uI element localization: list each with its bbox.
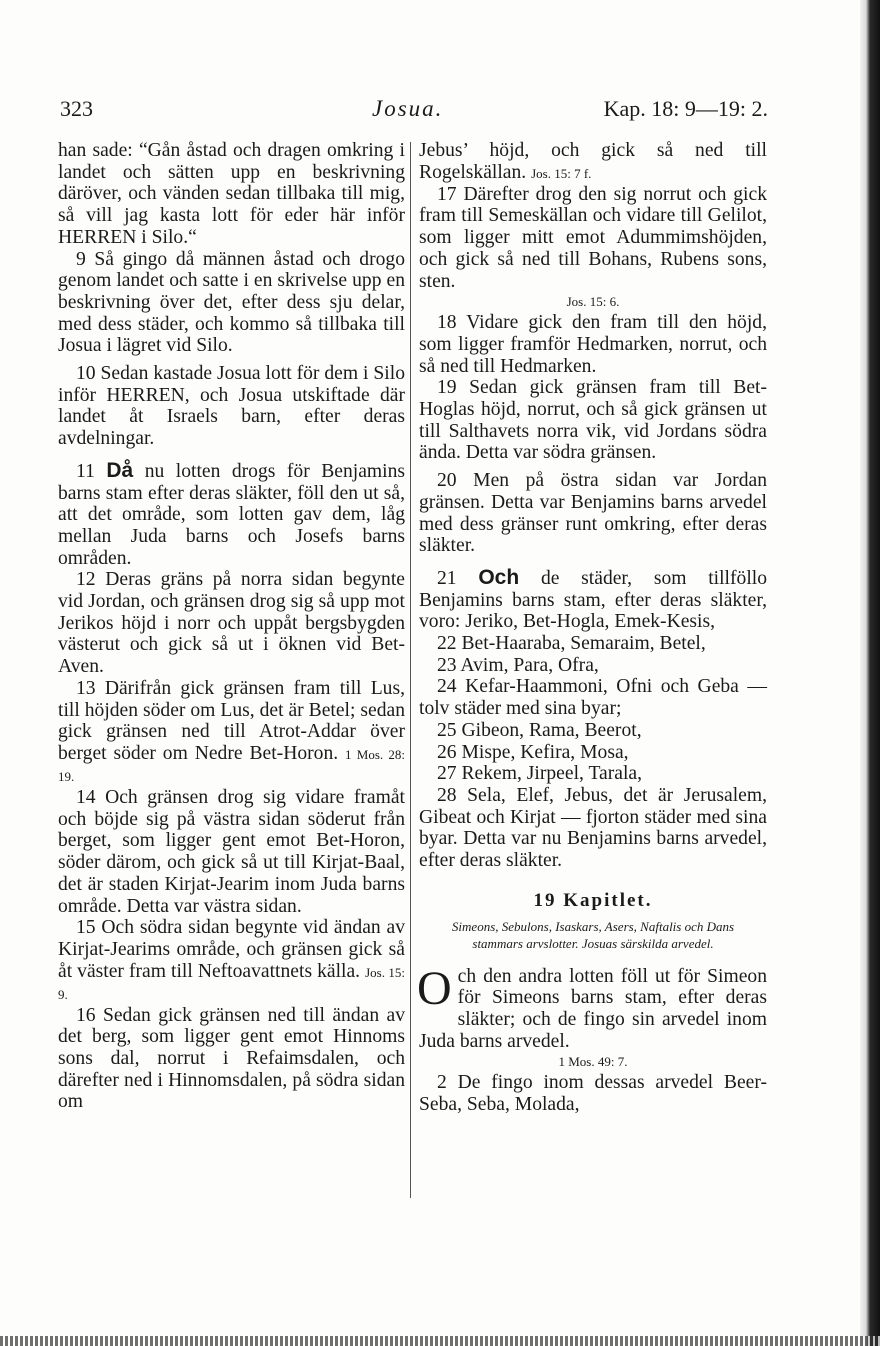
verse-13 — [58, 678, 405, 787]
verse-22: 22 Bet-Haaraba, Semaraim, Betel, — [437, 633, 706, 655]
cross-reference: 1 Mos. 28: 19. — [58, 746, 405, 784]
cross-reference: Jos. 15: 7 f. — [531, 165, 592, 181]
verse-10: 10 Sedan kastade Josua lott för dem i Silo inför HERREN, och Josua utskiftade där landet åt Israels barn, efter deras avdelningar. — [58, 363, 405, 450]
verse-25: 25 Gibeon, Rama, Beerot, — [437, 719, 642, 741]
chapter-19-verse-1 — [417, 961, 767, 1053]
verse-27: 27 Rekem, Jirpeel, Tarala, — [437, 763, 643, 785]
chapter-heading: 19 Kapitlet. — [533, 889, 653, 911]
verse-15-text: 15 Och södra sidan begynte vid ändan av Kirjat-Jearims område, och gränsen gick så åt väster fram till Neftoavattnets källa. — [58, 917, 405, 982]
verse-28: 28 Sela, Elef, Jebus, det är Jerusalem, Gibeat och Kirjat — fjorton städer med sina byar. Detta var nu Benjamins barns arvedel, efter deras släkter. — [419, 784, 767, 872]
verse-16: 16 Sedan gick gränsen ned till ändan av det berg, som ligger gent emot Hinnoms sons dal, norrut i Refaimsdalen, och därefter ned i Hinnomsdalen, på södra sidan om — [58, 1004, 405, 1113]
left-column — [58, 140, 405, 1113]
verse-text: han sade: “Gån åstad och dragen omkring i landet och sätten upp en beskrivning däröver, och vänden sedan tillbaka till mig, så vill jag kasta lott för eder här inför HERREN i Silo.“ — [58, 140, 405, 248]
verse-17: 17 Därefter drog den sig norrut och gick fram till Semeskällan och vidare till Gelilot, som ligger mitt emot Adummimshöjden, och gick så ned till Bohans, Rubens sons, sten. — [419, 183, 767, 292]
verse-13-text: 13 Därifrån gick gränsen fram till Lus, till höjden söder om Lus, det är Betel; sedan gick gränsen ned till Atrot-Addar över berget söder om Nedre Bet-Horon. — [58, 677, 405, 764]
book-title: Josua. — [372, 96, 444, 121]
verse-16-continuation: Jebus’ höjd, och gick så ned till Rogelskällan. — [419, 140, 767, 183]
cross-reference: 1 Mos. 49: 7. — [558, 1054, 628, 1070]
drop-cap: O — [417, 961, 452, 1015]
verse-12: 12 Deras gräns på norra sidan begynte vid Jordan, och gränsen drog sig så upp mot Jerikos höjd i norr och uppåt bergsbygden västerut och gick så ut i öknen vid Bet-Aven. — [58, 569, 405, 678]
verse-21-initial: Och — [478, 565, 520, 589]
verse-26: 26 Mispe, Kefira, Mosa, — [437, 741, 629, 763]
verse-9: 9 Så gingo då männen åstad och drogo genom landet och satte i en skrivelse upp en beskrivning över det, efter dess sju delar, med dess städer, och kommo så tillbaka till Josua i lägret vid Silo. — [58, 248, 405, 357]
scan-edge-right — [860, 0, 880, 1346]
verse-text — [419, 140, 767, 184]
page-header — [60, 96, 768, 130]
verse-11-number: 11 — [76, 460, 95, 482]
page-number: 323 — [60, 96, 93, 121]
verse-21-number: 21 — [437, 567, 457, 589]
verse-23: 23 Avim, Para, Ofra, — [437, 654, 599, 676]
chapter-reference: Kap. 18: 9—19: 2. — [603, 96, 768, 121]
verse-19: 19 Sedan gick gränsen fram till Bet-Hoglas höjd, norrut, och så gick gränsen ut till Salthavets norra vik, vid Jordans södra ända. Detta var södra gränsen. — [419, 377, 767, 464]
chapter-19-verse-2: 2 De fingo inom dessas arvedel Beer-Seba, Seba, Molada, — [419, 1072, 767, 1116]
verse-11-initial: Då — [106, 458, 134, 482]
scan-edge-bottom — [0, 1336, 880, 1346]
verse-24: 24 Kefar-Haammoni, Ofni och Geba — tolv städer med sina byar; — [419, 676, 767, 720]
verse-1-text: ch den andra lotten föll ut för Simeon för Simeons barns stam, efter deras släkter; och de fingo sin arvedel inom Juda barns arvedel. — [419, 965, 767, 1052]
verse-21 — [419, 567, 767, 633]
verse-21-text: de städer, som tillföllo Benjamins barns stam, efter deras släkter, voro: Jeriko, Bet-Hogla, Emek-Kesis, — [419, 567, 767, 633]
chapter-summary: Simeons, Sebulons, Isaskars, Asers, Naftalis och Dans stammars arvslotter. Josuas särskilda arvedel. — [451, 918, 735, 951]
cross-reference: Jos. 15: 9. — [58, 964, 405, 1002]
verse-14: 14 Och gränsen drog sig vidare framåt och böjde sig på västra sidan söderut från berget, som ligger gent emot Bet-Horon, söder därom, och gick så ut till Kirjat-Baal, det är staden Kirjat-Jearim inom Juda barns område. Detta var västra sidan. — [58, 786, 405, 917]
verse-11 — [58, 460, 405, 570]
right-column — [419, 140, 767, 1116]
column-divider — [410, 142, 411, 1198]
verse-18: 18 Vidare gick den fram till den höjd, som ligger framför Hedmarken, norrut, och så ned till Hedmarken. — [419, 312, 767, 377]
verse-11-text: nu lotten drogs för Benjamins barns stam efter deras släkter, föll den ut så, att det område, som lotten gav dem, låg mellan Juda barns och Josefs barns områden. — [58, 460, 406, 569]
verse-20: 20 Men på östra sidan var Jordan gränsen. Detta var Benjamins barns arvedel med dess gränser runt omkring, efter deras släkter. — [419, 470, 767, 557]
verse-15 — [58, 917, 405, 1004]
cross-reference: Jos. 15: 6. — [566, 294, 620, 310]
